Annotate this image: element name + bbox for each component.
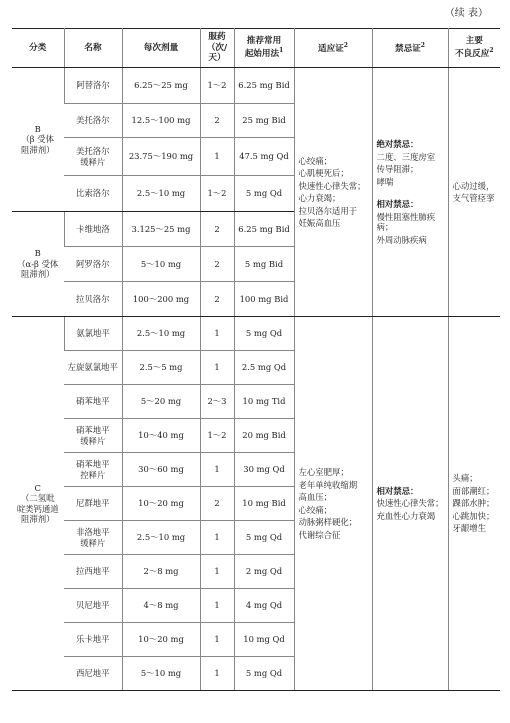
drug-dose: 100～200 mg [122, 282, 200, 317]
drug-usage: 10 mg Tid [234, 385, 294, 419]
drug-name: 硝苯地平 [64, 385, 122, 419]
indication-item: 拉贝洛尔适用于 [298, 205, 358, 216]
drug-dose: 2.5～10 mg [122, 521, 200, 555]
drug-dose: 23.75～190 mg [122, 138, 200, 176]
drug-frequency: 2 [200, 212, 234, 247]
drug-name: 拉贝洛尔 [64, 282, 122, 317]
contra-item: 快速性心律失常； [376, 498, 444, 509]
indication-item: 快速性心律失常； [298, 180, 366, 191]
indication-item: 左心室肥厚； [298, 467, 349, 477]
table-row [12, 317, 500, 351]
drug-usage: 10 mg Qd [234, 623, 294, 657]
contra-absolute-title: 绝对禁忌： [376, 139, 419, 149]
header-dose: 每次剂量 [122, 29, 200, 68]
drug-frequency: 1 [200, 623, 234, 657]
drug-dose: 5～10 mg [122, 657, 200, 691]
header-name: 名称 [64, 29, 122, 68]
contra-relative-title: 相对禁忌： [376, 199, 419, 209]
drug-name: 尼群地平 [64, 487, 122, 521]
drug-name: 氨氯地平 [64, 317, 122, 351]
group-c-ccb [12, 317, 64, 691]
drug-dose: 10～20 mg [122, 623, 200, 657]
c-adverse [448, 317, 500, 691]
contra-item: 慢性阻塞性肺疾病； [376, 211, 436, 232]
drug-name-line: 缓释片 [80, 537, 106, 548]
drug-name-line: 控释片 [80, 469, 106, 480]
drug-frequency: 2 [200, 282, 234, 317]
header-contra-text: 禁忌证 [395, 43, 421, 54]
header-usage-line2: 起始用法 [244, 48, 280, 59]
drug-frequency: 1～2 [200, 68, 234, 104]
adverse-item: 支气管痉挛 [452, 193, 495, 203]
contra-item: 传导阻滞； [376, 164, 419, 174]
indication-item: 妊娠高血压 [298, 218, 341, 228]
drug-frequency: 1 [200, 453, 234, 487]
b-contraindication [372, 68, 448, 317]
header-class: 分类 [12, 29, 64, 68]
drug-dose: 10～40 mg [122, 419, 200, 453]
drug-usage: 6.25 mg Bid [234, 212, 294, 247]
drug-name: 卡维地洛 [64, 212, 122, 247]
drug-dose: 12.5～100 mg [122, 104, 200, 138]
b-adverse [448, 68, 500, 317]
header-row [12, 29, 500, 68]
drug-table [12, 28, 500, 691]
drug-name [64, 521, 122, 555]
drug-usage: 5 mg Qd [234, 657, 294, 691]
adverse-item: 心动过缓， [452, 180, 495, 191]
drug-usage: 5 mg Qd [234, 317, 294, 351]
drug-frequency: 2 [200, 247, 234, 282]
header-indication [294, 29, 372, 68]
contra-item: 充血性心力衰竭 [376, 510, 436, 521]
drug-frequency: 2 [200, 487, 234, 521]
drug-frequency: 1～2 [200, 176, 234, 212]
group-b-alpha-beta [12, 212, 64, 317]
drug-name: 贝尼地平 [64, 589, 122, 623]
header-frequency-line1: 服药 [208, 31, 226, 42]
drug-frequency: 2 [200, 104, 234, 138]
group-label-line: B [34, 248, 41, 259]
drug-name: 比索洛尔 [64, 176, 122, 212]
group-label-line: C [34, 482, 41, 493]
header-adverse-line2: 不良反应 [454, 48, 490, 59]
header-indication-text: 适应证 [318, 43, 344, 54]
drug-name: 阿罗洛尔 [64, 247, 122, 282]
header-contra-sup: 2 [420, 41, 425, 49]
table-row [12, 68, 500, 104]
drug-name-line: 硝苯地平 [76, 425, 110, 435]
drug-usage: 4 mg Qd [234, 589, 294, 623]
drug-name: 拉西地平 [64, 555, 122, 589]
drug-frequency: 1～2 [200, 419, 234, 453]
drug-dose: 6.25～25 mg [122, 68, 200, 104]
drug-dose: 2～8 mg [122, 555, 200, 589]
drug-name: 乐卡地平 [64, 623, 122, 657]
group-label-line: 阻滞剂） [21, 514, 55, 524]
drug-dose: 2.5～5 mg [122, 351, 200, 385]
contra-item: 二度、三度房室 [376, 151, 436, 162]
drug-name-line: 缓释片 [80, 156, 106, 167]
indication-item: 心绞痛； [298, 504, 332, 515]
drug-usage: 2.5 mg Qd [234, 351, 294, 385]
header-contraindication [372, 29, 448, 68]
drug-name-line: 缓释片 [80, 435, 106, 446]
indication-item: 心绞痛； [298, 155, 332, 166]
header-frequency-line2: （次/天） [206, 42, 228, 64]
group-b-beta [12, 68, 64, 212]
b-indication [294, 68, 372, 317]
header-usage-line1: 推荐常用 [246, 36, 282, 47]
drug-dose: 2.5～10 mg [122, 317, 200, 351]
header-adverse [448, 29, 500, 68]
group-label-line: 阻滞剂） [21, 144, 55, 155]
contra-relative-title: 相对禁忌： [376, 485, 419, 496]
indication-item: 代谢综合征 [298, 529, 341, 540]
drug-name: 美托洛尔 [64, 104, 122, 138]
drug-frequency: 1 [200, 589, 234, 623]
drug-usage: 5 mg Qd [234, 176, 294, 212]
drug-usage: 2 mg Qd [234, 555, 294, 589]
drug-usage: 10 mg Bid [234, 487, 294, 521]
header-usage [234, 29, 294, 68]
indication-item: 高血压； [298, 492, 332, 502]
indication-item: 心力衰竭； [298, 193, 341, 203]
drug-name-line: 硝苯地平 [76, 459, 110, 469]
drug-usage: 100 mg Bid [234, 282, 294, 317]
drug-usage: 47.5 mg Qd [234, 138, 294, 176]
drug-name: 左旋氨氯地平 [64, 351, 122, 385]
drug-usage: 25 mg Bid [234, 104, 294, 138]
adverse-item: 面部潮红； [452, 485, 495, 496]
indication-item: 心肌梗死后； [298, 168, 349, 178]
drug-name [64, 138, 122, 176]
header-usage-sup: 1 [279, 47, 284, 55]
drug-name [64, 453, 122, 487]
drug-name: 阿替洛尔 [64, 68, 122, 104]
group-label-line: 啶类钙通道 [16, 503, 59, 514]
drug-frequency: 1 [200, 657, 234, 691]
drug-dose: 2.5～10 mg [122, 176, 200, 212]
header-frequency [200, 29, 234, 68]
drug-dose: 10～20 mg [122, 487, 200, 521]
indication-item: 老年单纯收缩期 [298, 479, 358, 490]
drug-frequency: 1 [200, 317, 234, 351]
adverse-item: 踝部水肿； [452, 498, 495, 509]
indication-item: 动脉粥样硬化； [298, 517, 358, 527]
adverse-item: 头痛； [452, 473, 478, 484]
drug-name: 西尼地平 [64, 657, 122, 691]
drug-frequency: 1 [200, 138, 234, 176]
header-indication-sup: 2 [343, 41, 348, 49]
drug-dose: 5～20 mg [122, 385, 200, 419]
drug-name-line: 非洛地平 [76, 527, 110, 537]
drug-usage: 6.25 mg Bid [234, 68, 294, 104]
group-label-line: （二氢吡 [21, 493, 55, 503]
drug-dose: 5～10 mg [122, 247, 200, 282]
drug-usage: 5 mg Qd [234, 521, 294, 555]
c-contraindication [372, 317, 448, 691]
drug-name-line: 美托洛尔 [76, 146, 110, 156]
header-adverse-line1: 主要 [465, 36, 483, 47]
drug-frequency: 1 [200, 555, 234, 589]
adverse-item: 心跳加快； [452, 510, 495, 521]
drug-dose: 30～60 mg [122, 453, 200, 487]
drug-usage: 20 mg Bid [234, 419, 294, 453]
drug-name [64, 419, 122, 453]
contra-item: 哮喘 [376, 176, 394, 187]
continued-label: （续 表） [444, 8, 488, 19]
drug-frequency: 1 [200, 521, 234, 555]
adverse-item: 牙龈增生 [452, 523, 486, 534]
group-label-line: （α-β 受体 [17, 258, 59, 269]
drug-frequency: 1 [200, 351, 234, 385]
drug-usage: 30 mg Qd [234, 453, 294, 487]
contra-item: 外周动脉疾病 [376, 234, 427, 245]
drug-usage: 5 mg Bid [234, 247, 294, 282]
drug-frequency: 2～3 [200, 385, 234, 419]
group-label-line: （β 受体 [21, 134, 55, 145]
drug-dose: 4～8 mg [122, 589, 200, 623]
spacer [377, 189, 446, 197]
group-label-line: 阻滞剂） [21, 269, 55, 280]
header-adverse-sup: 2 [489, 47, 494, 55]
group-label-line: B [34, 123, 41, 134]
drug-dose: 3.125～25 mg [122, 212, 200, 247]
c-indication [294, 317, 372, 691]
